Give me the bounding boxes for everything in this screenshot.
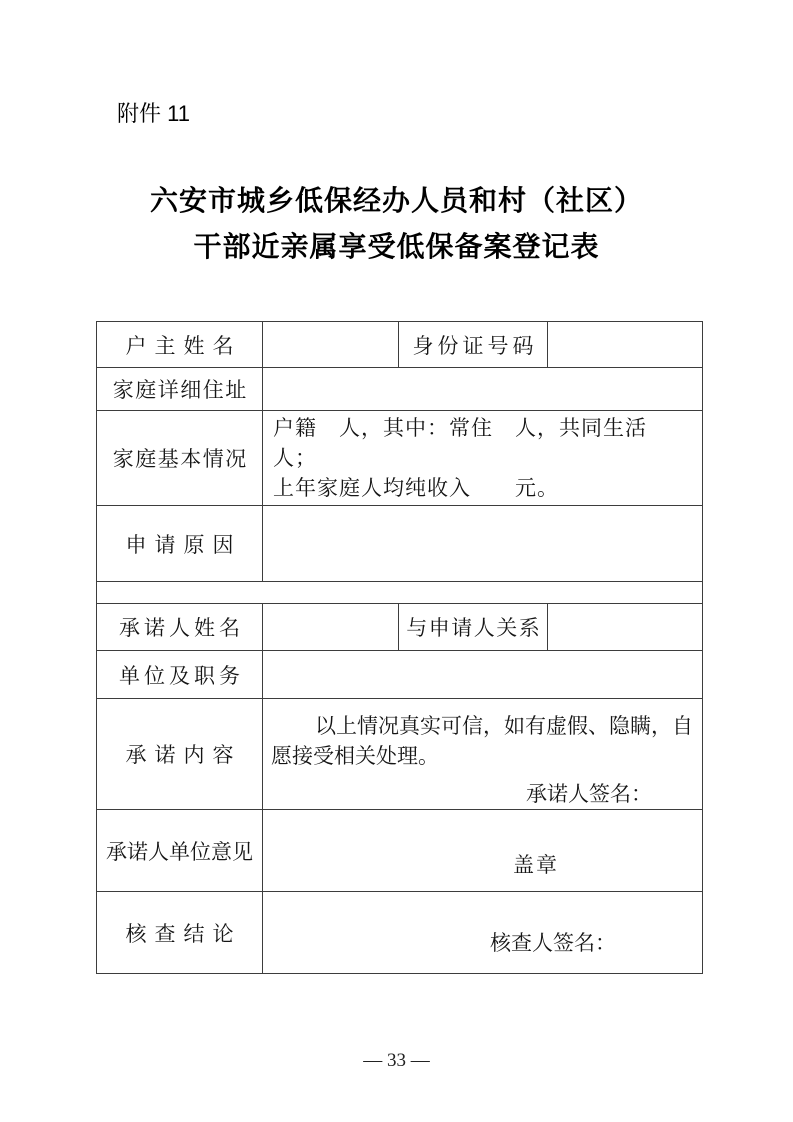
id-number-label: 身份证号码 (399, 322, 548, 368)
apply-reason-label: 申请原因 (97, 506, 263, 582)
householder-name-label: 户主姓名 (97, 322, 263, 368)
page-number: — 33 — (363, 1050, 430, 1071)
promise-text: 以上情况真实可信，如有虚假、隐瞒，自愿接受相关处理。 (271, 714, 693, 768)
row-promise-content (97, 699, 703, 810)
verify-conclusion-label: 核查结论 (97, 892, 263, 974)
verify-conclusion-cell (263, 892, 703, 974)
row-family-basic (97, 411, 703, 506)
family-basic-label: 家庭基本情况 (97, 411, 263, 506)
promisor-name-label: 承诺人姓名 (97, 604, 263, 651)
unit-opinion-cell (263, 810, 703, 892)
seal-label: 盖章 (513, 853, 559, 877)
promise-content-label: 承诺内容 (97, 699, 263, 810)
family-basic-line-2: 上年家庭人均纯收入 元。 (273, 476, 559, 500)
promisor-name-value-cell (263, 604, 399, 651)
relation-label: 与申请人关系 (399, 604, 548, 651)
id-number-value-cell (548, 322, 703, 368)
attachment-label: 附件 11 (117, 101, 190, 126)
unit-opinion-label: 承诺人单位意见 (97, 810, 263, 892)
row-promisor (97, 604, 703, 651)
row-address (97, 368, 703, 411)
registration-form-table (96, 321, 703, 974)
family-basic-content-cell (263, 411, 703, 506)
family-basic-line-1: 户籍 人，其中：常住 人，共同生活 人； (273, 416, 669, 470)
address-label: 家庭详细住址 (97, 368, 263, 411)
spacer-cell (97, 582, 703, 604)
row-unit-opinion (97, 810, 703, 892)
relation-value-cell (548, 604, 703, 651)
promisor-signature-label: 承诺人签名： (526, 782, 652, 806)
apply-reason-value-cell (263, 506, 703, 582)
unit-position-value-cell (263, 651, 703, 699)
address-value-cell (263, 368, 703, 411)
row-unit-position (97, 651, 703, 699)
page-title (0, 179, 793, 271)
promise-content-cell (263, 699, 703, 810)
householder-name-value-cell (263, 322, 399, 368)
unit-position-label: 单位及职务 (97, 651, 263, 699)
row-verify-conclusion (97, 892, 703, 974)
page-title-line-2: 干部近亲属享受低保备案登记表 (193, 232, 600, 263)
row-spacer (97, 582, 703, 604)
row-householder (97, 322, 703, 368)
verifier-signature-label: 核查人签名： (490, 931, 616, 955)
page-title-line-1: 六安市城乡低保经办人员和村（社区） (149, 186, 643, 217)
row-apply-reason (97, 506, 703, 582)
